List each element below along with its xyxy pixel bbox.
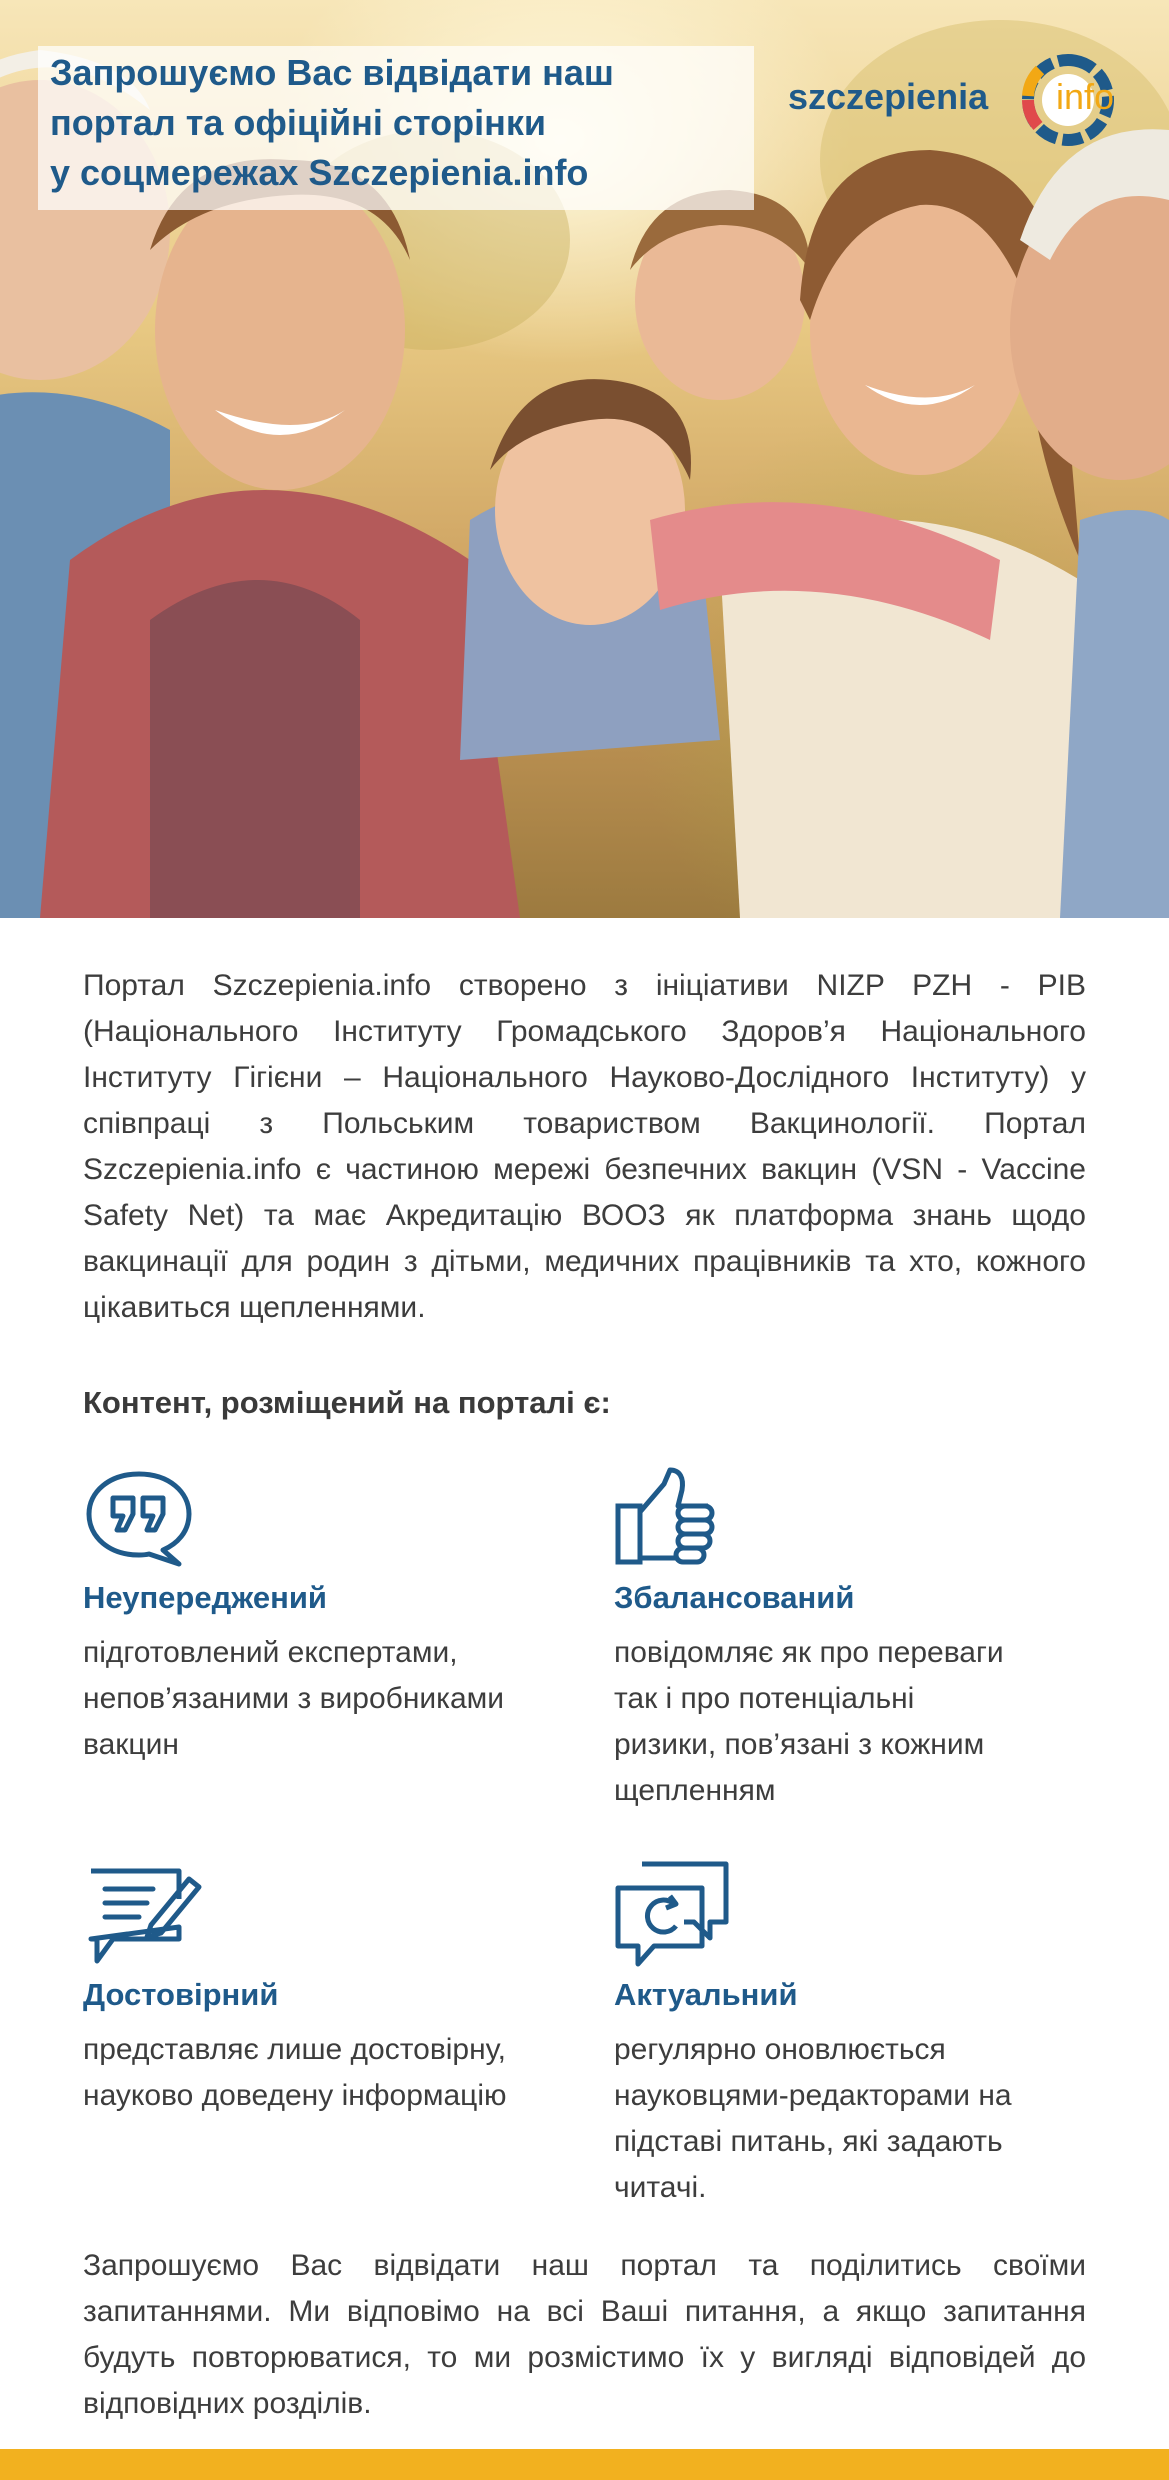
szczepienia-logo[interactable]: [788, 52, 1138, 147]
feature-title: Достовірний: [83, 1977, 279, 2012]
hero-banner: [0, 0, 1169, 918]
hero-title: Запрошуємо Вас відвідати наш портал та офіційні сторінки у соцмережах Szczepienia.info: [50, 52, 614, 193]
refresh-bubbles-icon: [614, 1860, 734, 1970]
feature-description: регулярно оновлюється науковцями-редакторами на підставі питань, які задають читачі.: [614, 2033, 1012, 2204]
logo-name: szczepienia: [788, 76, 989, 117]
intro-paragraph: Портал Szczepienia.info створено з ініціативи NIZP PZH - PIB (Національного Інституту Громадського Здоров’я Національного Інституту Гігієни – Національного Науково-Дослідного Інституту) у співпраці з Польським товариством Вакцинології. Портал Szczepienia.info є частиною мережі безпечних вакцин (VSN - Vaccine Safety Net) та має Акредитацію ВООЗ як платформа знань щодо вакцинації для родин з дітьми, медичних працівників та хто, кожного цікавиться щепленнями.: [83, 969, 1086, 1324]
content-heading: Контент, розміщений на порталі є:: [83, 1385, 611, 1420]
feature-description: представляє лише достовірну, науково доведену інформацію: [83, 2033, 507, 2112]
feature-title: Неупереджений: [83, 1580, 327, 1615]
feature-description: підготовлений експертами, непов’язаними з виробниками вакцин: [83, 1636, 505, 1761]
closing-paragraph: Запрошуємо Вас відвідати наш портал та поділитись своїми запитаннями. Ми відповімо на всі Ваші питання, а якщо запитання будуть повторюватися, то ми розмістимо їх у вигляді відповідей до відповідних розділів.: [83, 2249, 1086, 2420]
feature-description: повідомляє як про переваги так і про потенціальні ризики, пов’язані з кожним щепленням: [614, 1636, 1004, 1807]
thumbs-up-icon: [614, 1466, 718, 1570]
feature-title: Збалансований: [614, 1580, 855, 1615]
quote-bubble-icon: [83, 1468, 195, 1568]
footer-bar: [0, 2449, 1169, 2480]
logo-suffix: info: [1056, 76, 1115, 117]
feature-title: Актуальний: [614, 1977, 798, 2012]
pen-bubble-icon: [83, 1865, 203, 1969]
